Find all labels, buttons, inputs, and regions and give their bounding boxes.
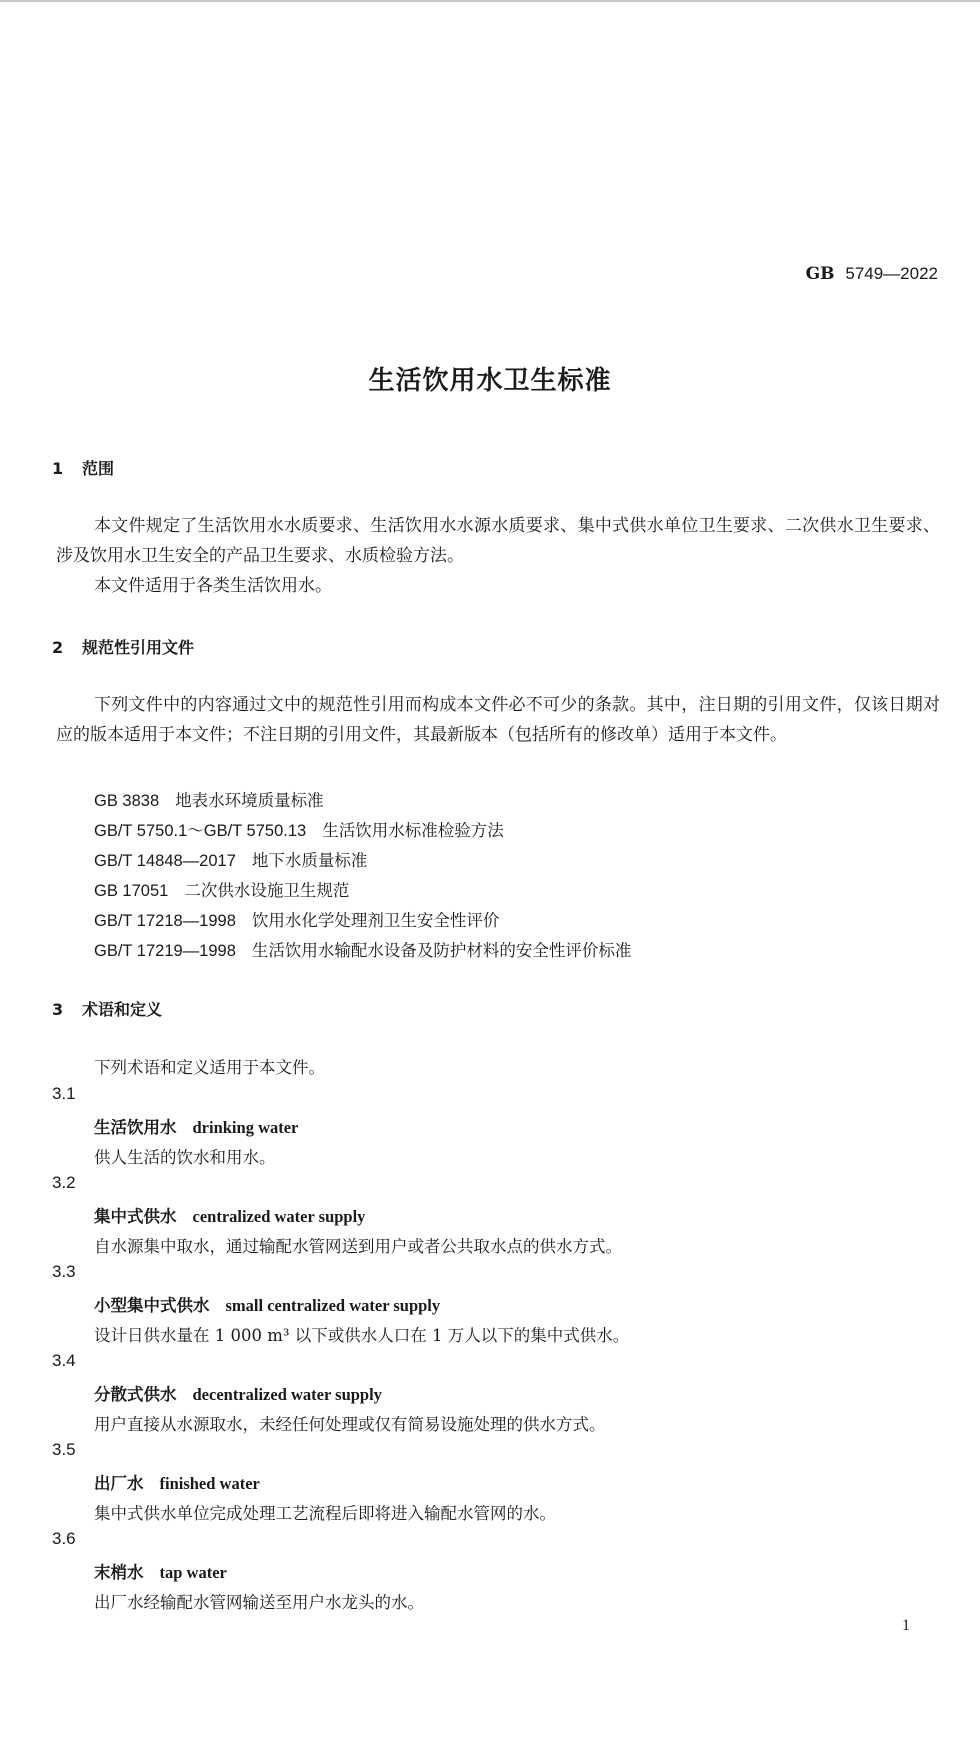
term-heading: 出厂水 finished water — [94, 1474, 260, 1493]
section-number: 2 — [52, 638, 64, 657]
clause-number: 3.1 — [52, 1084, 76, 1103]
reference-item: GB/T 5750.1～GB/T 5750.13 生活饮用水标准检验方法 — [94, 821, 504, 840]
section-number: 1 — [52, 459, 64, 478]
term-definition: 出厂水经输配水管网输送至用户水龙头的水。 — [94, 1593, 424, 1612]
term-definition: 用户直接从水源取水，未经任何处理或仅有简易设施处理的供水方式。 — [94, 1415, 606, 1434]
term-heading: 末梢水 tap water — [94, 1563, 227, 1582]
section-title: 术语和定义 — [82, 1000, 163, 1019]
page-top-border — [0, 0, 980, 2]
standard-code — [806, 264, 938, 284]
clause-number: 3.3 — [52, 1262, 76, 1281]
standard-number: 5749—2022 — [845, 264, 938, 283]
standard-prefix: GB — [805, 264, 835, 284]
clause-number: 3.4 — [52, 1351, 76, 1370]
section-1-paragraph-1: 本文件规定了生活饮用水水质要求、生活饮用水水源水质要求、集中式供水单位卫生要求、二次供水卫生要求、涉及饮用水卫生安全的产品卫生要求、水质检验方法。 — [56, 516, 940, 566]
section-number: 3 — [52, 1000, 64, 1019]
page-number: 1 — [902, 1617, 910, 1634]
reference-item: GB 3838 地表水环境质量标准 — [94, 791, 324, 810]
section-1-paragraph-2: 本文件适用于各类生活饮用水。 — [94, 576, 332, 596]
reference-item: GB/T 14848—2017 地下水质量标准 — [94, 851, 368, 870]
term-heading: 生活饮用水 drinking water — [94, 1118, 299, 1137]
term-definition: 集中式供水单位完成处理工艺流程后即将进入输配水管网的水。 — [94, 1504, 556, 1523]
section-2-heading — [52, 635, 194, 658]
document-title: 生活饮用水卫生标准 — [368, 366, 612, 396]
reference-item: GB 17051 二次供水设施卫生规范 — [94, 881, 350, 900]
section-2-paragraph: 下列文件中的内容通过文中的规范性引用而构成本文件必不可少的条款。其中，注日期的引用文件，仅该日期对应的版本适用于本文件；不注日期的引用文件，其最新版本（包括所有的修改单）适用于本文件。 — [56, 695, 940, 745]
term-heading: 小型集中式供水 small centralized water supply — [94, 1296, 441, 1315]
section-title: 规范性引用文件 — [82, 638, 195, 657]
clause-number: 3.5 — [52, 1440, 76, 1459]
term-definition: 自水源集中取水，通过输配水管网送到用户或者公共取水点的供水方式。 — [94, 1237, 622, 1256]
reference-item: GB/T 17218—1998 饮用水化学处理剂卫生安全性评价 — [94, 911, 500, 930]
section-3-heading — [52, 997, 162, 1020]
clause-number: 3.2 — [52, 1173, 76, 1192]
term-heading: 分散式供水 decentralized water supply — [94, 1385, 382, 1404]
section-3-intro: 下列术语和定义适用于本文件。 — [94, 1058, 325, 1077]
term-heading: 集中式供水 centralized water supply — [94, 1207, 366, 1226]
term-definition: 供人生活的饮水和用水。 — [94, 1148, 276, 1167]
reference-item: GB/T 17219—1998 生活饮用水输配水设备及防护材料的安全性评价标准 — [94, 941, 632, 960]
term-definition: 设计日供水量在 1 000 m³ 以下或供水人口在 1 万人以下的集中式供水。 — [94, 1326, 630, 1345]
section-title: 范围 — [82, 459, 115, 478]
clause-number: 3.6 — [52, 1529, 76, 1548]
section-1-heading — [52, 456, 114, 479]
